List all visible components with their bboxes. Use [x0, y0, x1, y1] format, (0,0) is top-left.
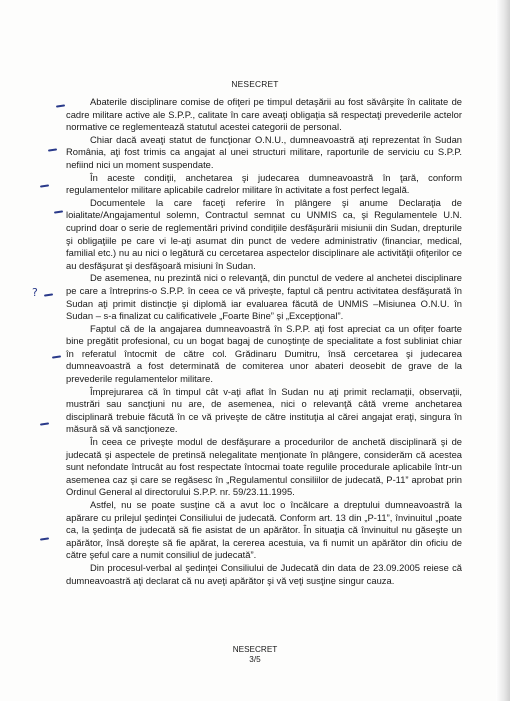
- margin-dash-mark: [56, 104, 65, 107]
- paragraph: Chiar dacă aveaţi statut de funcţionar O.N.U., dumneavoastră aţi reprezentat în Sudan România, aţi fost trimis ca angajat al unei structuri militare, raporturile de serviciu cu S.P.P. nefiind nici un moment suspendate.: [66, 133, 462, 170]
- paragraph: În aceste condiţii, anchetarea şi judecarea dumneavoastră în ţară, conform regulamentelor militare aplicabile cadrelor militare în activitate a fost perfect legală.: [66, 171, 462, 196]
- margin-dash-mark: [54, 210, 63, 213]
- paragraph: Din procesul-verbal al şedinţei Consiliului de Judecată din data de 23.09.2005 reiese că dumneavoastră aţi declarat că nu aveţi apărător şi vă veţi susţine singur cauza.: [66, 561, 462, 586]
- paragraph: Împrejurarea că în timpul cât v-aţi aflat în Sudan nu aţi primit reclamaţii, observaţii, mustrări sau sancţiuni nu are, de asemenea, nici o relevanţă câtă vreme anchetarea disciplinară trebuie făcută în ce vă priveşte de către instituţia al cărei angajat eraţi, singura în măsură să vă sancţioneze.: [66, 385, 462, 435]
- margin-dash-mark: [40, 422, 49, 425]
- classification-footer: NESECRET: [232, 645, 278, 654]
- margin-dash-mark: [44, 293, 53, 296]
- classification-header: NESECRET: [231, 79, 279, 89]
- page-footer: [0, 645, 510, 665]
- paragraph: Faptul că de la angajarea dumneavoastră în S.P.P. aţi fost apreciat ca un ofiţer foarte bine pregătit profesional, cu un bogat bagaj de cunoştinţe de specialitate a fost subliniat chiar în referatul întocmit de către col. Grădinaru Dumitru, însă cercetarea şi judecarea dumneavoastră a fost determinată de comiterea unor abateri deosebit de grave de la prevederile regulamentelor militare.: [66, 322, 462, 385]
- paragraph: Astfel, nu se poate susţine că a avut loc o încălcare a dreptului dumneavoastră la apărare cu prilejul şedinţei Consiliului de judecată. Conform art. 13 din „P-11”, învinuitul „poate ca, la şedinţa de judecată să fie asistat de un apărător. În situaţia că învinuitul nu găseşte un apărător, însă doreşte să fie apărat, la cererea acestuia, va fi numit un apărător din oficiu de către şeful care a numit consiliul de judecată”.: [66, 499, 462, 561]
- margin-dash-mark: [40, 184, 49, 187]
- paragraph: De asemenea, nu prezintă nici o relevanţă, din punctul de vedere al anchetei disciplinare pe care a întreprins-o S.P.P. în ceea ce vă priveşte, faptul că pentru activitatea desfăşurată în Sudan aţi primit distincţie şi diplomă iar evaluarea făcută de UNMIS –Misiunea O.N.U. în Sudan – s-a finalizat cu calificativele „Foarte Bine” şi „Excepţional”.: [66, 272, 462, 322]
- margin-dash-mark: [52, 355, 61, 358]
- page-number: 3/5: [249, 655, 261, 664]
- page-edge-shadow: [496, 0, 510, 701]
- margin-dash-mark: [40, 537, 49, 540]
- paragraph: Documentele la care faceţi referire în plângere şi anume Declaraţia de loialitate/Angajamentul solemn, Contractul semnat cu UNMIS ca, şi Regulamentele U.N. cuprind doar o serie de reglementări privind condiţiile desfăşurării misiunii din Sudan, drepturile şi obligaţiile pe care vi le-aţi asumat din punct de vedere administrativ (financiar, medical, familial etc.) nu au nici o legătură cu cercetarea aspectelor disciplinare ale activităţii ofiţerilor ce au desfăşurat şi desfăşoară misiuni în Sudan.: [66, 196, 462, 271]
- margin-question-mark: ?: [32, 286, 38, 299]
- paragraph: Abaterile disciplinare comise de ofiţeri pe timpul detaşării au fost săvârşite în calitate de cadre militare active ale S.P.P., calitate în care aveaţi obligaţia să respectaţi prevederile actelor normative ce reglementează statutul acestei categorii de personal.: [66, 96, 462, 133]
- paragraph: În ceea ce priveşte modul de desfăşurare a procedurilor de anchetă disciplinară şi de judecată şi aspectele de pretinsă nelegalitate menţionate în plângere, considerăm că acestea sunt nefondate întrucât au fost respectate întocmai toate regulile procedurale aplicabile într-un asemenea caz şi care se regăsesc în „Regulamentul consiliilor de judecată, P-11” aprobat prin Ordinul General al directorului S.P.P. nr. 59/23.11.1995.: [66, 436, 462, 498]
- margin-dash-mark: [48, 148, 57, 151]
- letter-body: [66, 96, 462, 587]
